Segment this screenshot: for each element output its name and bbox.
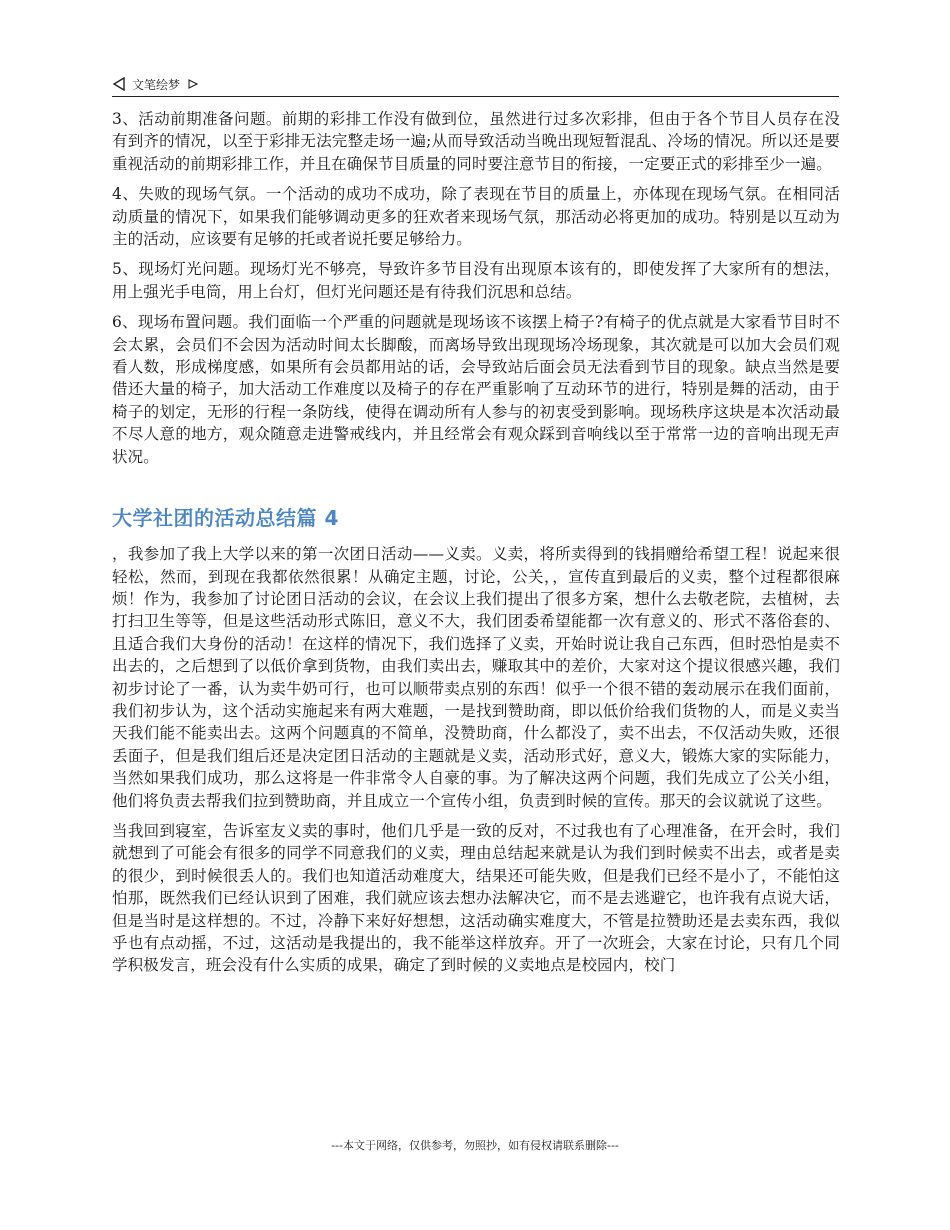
paragraph-item-5: 5、现场灯光问题。现场灯光不够亮，导致许多节目没有出现原本该有的，即使发挥了大家所有的想法，用上强光手电筒，用上台灯，但灯光问题还是有待我们沉思和总结。 xyxy=(112,260,840,301)
page-header xyxy=(112,72,839,97)
header-brand: 文笔绘梦 xyxy=(132,77,181,92)
document-body xyxy=(112,108,840,985)
paragraph-body-2: 当我回到寝室，告诉室友义卖的事时，他们几乎是一致的反对，不过我也有了心理准备，在开会时，我们就想到了可能会有很多的同学不同意我们的义卖，理由总结起来就是认为我们到时候卖不出去，或者是卖的很少，到时候很丢人的。我们也知道活动难度大，结果还可能失败，但是我们已经不是小了，不能怕这怕那，既然我们已经认识到了困难，我们就应该去想办法解决它，而不是去逃避它，也许我有点说大话，但是当时是这样想的。不过，冷静下来好好想想，这活动确实难度大，不管是拉赞助还是去卖东西，我似乎也有点动摇，不过，这活动是我提出的，我不能举这样放弃。开了一次班会，大家在讨论，只有几个同学积极发言，班会没有什么实质的成果，确定了到时候的义卖地点是校园内，校门 xyxy=(112,821,840,975)
triangle-right-icon xyxy=(188,79,198,89)
paragraph-item-3: 3、活动前期准备问题。前期的彩排工作没有做到位，虽然进行过多次彩排，但由于各个节目人员存在没有到齐的情况，以至于彩排无法完整走场一遍;从而导致活动当晚出现短暂混乱、冷场的情况。所以还是要重视活动的前期彩排工作，并且在确保节目质量的同时要注意节目的衔接，一定要正式的彩排至少一遍。 xyxy=(112,110,840,173)
triangle-left-icon xyxy=(112,77,126,91)
section-heading: 大学社团的活动总结篇 4 xyxy=(112,506,339,531)
paragraph-body-1: ，我参加了我上大学以来的第一次团日活动——义卖。义卖，将所卖得到的钱捐赠给希望工程！说起来很轻松，然而，到现在我都依然很累！从确定主题，讨论，公关，，宣传直到最后的义卖，整个过程都很麻烦！作为，我参加了讨论团日活动的会议，在会议上我们提出了很多方案，想什么去敬老院，去植树，去打扫卫生等等，但是这些活动形式陈旧，意义不大，我们团委希望能都一次有意义的、形式不落俗套的、且适合我们大身份的活动！在这样的情况下，我们选择了义卖，开始时说让我自己东西，但时恐怕是卖不出去的，之后想到了以低价拿到货物，由我们卖出去，赚取其中的差价，大家对这个提议很感兴趣，我们初步讨论了一番，认为卖牛奶可行，也可以顺带卖点别的东西！似乎一个很不错的轰动展示在我们面前，我们初步认为，这个活动实施起来有两大难题，一是找到赞助商，即以低价给我们货物的人，而是义卖当天我们能不能卖出去。这两个问题真的不简单，没赞助商，什么都没了，卖不出去，不仅活动失败，还很丢面子，但是我们组后还是决定团日活动的主题就是义卖，活动形式好，意义大，锻炼大家的实际能力，当然如果我们成功，那么这将是一件非常令人自豪的事。为了解决这两个问题，我们先成立了公关小组，他们将负责去帮我们拉到赞助商，并且成立一个宣传小组，负责到时候的宣传。那天的会议就说了这些。 xyxy=(112,545,840,810)
paragraph-item-4: 4、失败的现场气氛。一个活动的成功不成功，除了表现在节目的质量上，亦体现在现场气氛。在相同活动质量的情况下，如果我们能够调动更多的狂欢者来现场气氛，那活动必将更加的成功。特别是以互动为主的活动，应该要有足够的托或者说托要足够给力。 xyxy=(112,185,840,249)
page-footer: ---本文于网络，仅供参考，勿照抄，如有侵权请联系删除--- xyxy=(331,1139,619,1152)
paragraph-item-6: 6、现场布置问题。我们面临一个严重的问题就是现场该不该摆上椅子?有椅子的优点就是大家看节目时不会太累，会员们不会因为活动时间太长脚酸，而离场导致出现现场冷场现象，其次就是可以加大会员们观看人数，形成梯度感，如果所有会员都用站的话，会导致站后面会员无法看到节目的现象。缺点当然是要借还大量的椅子，加大活动工作难度以及椅子的存在严重影响了互动环节的进行，特别是舞的活动，由于椅子的划定，无形的行程一条防线，使得在调动所有人参与的初衷受到影响。现场秩序这块是本次活动最不尽人意的地方，观众随意走进警戒线内，并且经常会有观众踩到音响线以至于常常一边的音响出现无声状况。 xyxy=(112,313,840,466)
